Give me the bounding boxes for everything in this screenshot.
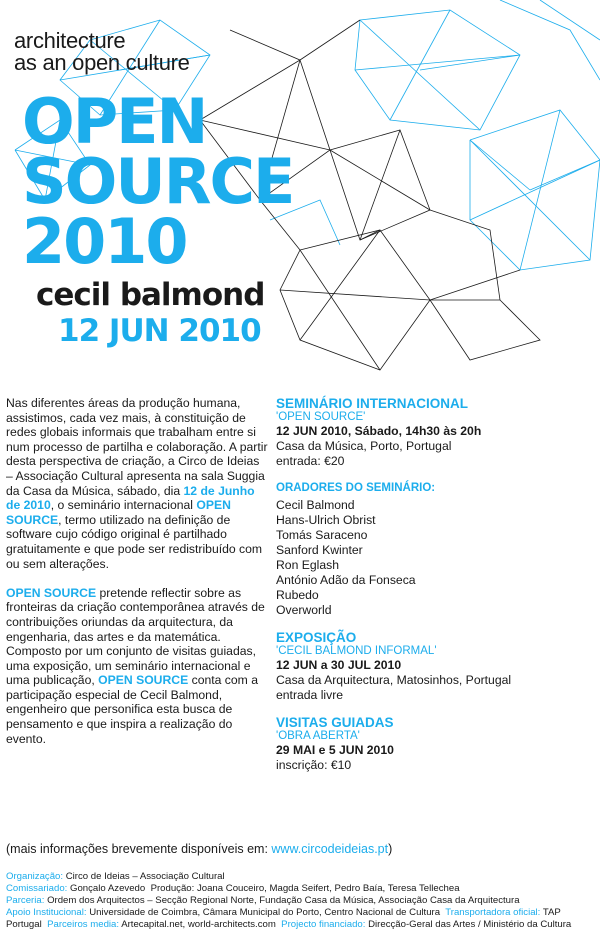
- website-link[interactable]: www.circodeideias.pt: [271, 842, 389, 856]
- credits-partnership: [6, 895, 598, 907]
- credit-value: Circo de Ideias – Associação Cultural: [65, 871, 225, 882]
- tours-section: [276, 715, 586, 773]
- credit-value: TAP Portugal: [6, 907, 561, 930]
- more-info-suffix: ): [388, 842, 393, 856]
- speaker-item: Rubedo: [276, 588, 319, 602]
- credit-label: Parceria:: [6, 895, 45, 906]
- open-source-highlight: OPEN SOURCE: [98, 673, 189, 688]
- speaker-item: Ron Eglash: [276, 558, 340, 572]
- intro-paragraph-1: [6, 396, 268, 571]
- seminar-section: [276, 396, 586, 469]
- subtitle-line-1: architecture: [14, 28, 126, 53]
- intro-text-segment: , termo utilizado na definição de software cujo código original é partilhado gratuitamente e que pode ser redistribuído com ou sem alterações.: [6, 512, 263, 571]
- credit-value: Joana Couceiro, Magda Seifert, Pedro Baía, Teresa Tellechea: [196, 883, 460, 894]
- speaker-item: Cecil Balmond: [276, 498, 355, 512]
- tours-fee: inscrição: €10: [276, 758, 352, 772]
- speaker-item: Tomás Saraceno: [276, 528, 368, 542]
- open-source-highlight: OPEN SOURCE: [6, 498, 231, 527]
- intro-date-highlight: 12 de Junho de 2010: [6, 483, 255, 513]
- exhibition-title: EXPOSIÇÃO: [276, 630, 357, 645]
- speakers-section: [276, 481, 586, 618]
- event-headline: [22, 85, 294, 278]
- speaker-item: António Adão da Fonseca: [276, 573, 416, 587]
- intro-text: [6, 396, 268, 761]
- tours-when: 29 MAI e 5 JUN 2010: [276, 743, 394, 757]
- exhibition-where: Casa da Arquitectura, Matosinhos, Portugal: [276, 673, 512, 687]
- headline-line-1: OPEN: [22, 85, 207, 158]
- speaker-item: Sanford Kwinter: [276, 543, 363, 557]
- event-date: 12 JUN 2010: [58, 313, 261, 349]
- seminar-title: SEMINÁRIO INTERNACIONAL: [276, 396, 468, 411]
- credit-value: Artecapital.net, world-architects.com: [121, 919, 276, 930]
- credit-label: Projecto financiado:: [281, 919, 366, 930]
- intro-paragraph-2: [6, 586, 268, 747]
- speakers-title: ORADORES DO SEMINÁRIO:: [276, 482, 436, 494]
- headline-line-2: SOURCE: [22, 145, 294, 218]
- speaker-item: Hans-Ulrich Obrist: [276, 513, 376, 527]
- intro-text-segment: conta com a participação especial de Cecil Balmond, engenheiro que personifica esta busca de pensamento e que inspira a realização do evento.: [6, 673, 258, 746]
- credit-label: Produção:: [150, 883, 195, 894]
- speaker-name: cecil balmond: [36, 277, 265, 313]
- credit-value: Direcção-Geral das Artes / Ministério da Cultura: [368, 919, 572, 930]
- seminar-subtitle: 'OPEN SOURCE': [276, 411, 366, 423]
- credits-block: [6, 871, 598, 931]
- exhibition-section: [276, 630, 586, 703]
- speaker-item: Overworld: [276, 603, 332, 617]
- exhibition-subtitle: 'CECIL BALMOND INFORMAL': [276, 645, 437, 657]
- event-subtitle: [14, 30, 190, 74]
- credits-support: [6, 907, 598, 931]
- credit-label: Comissariado:: [6, 883, 68, 894]
- seminar-where: Casa da Música, Porto, Portugal: [276, 439, 452, 453]
- credits-organization: [6, 871, 598, 883]
- seminar-when: 12 JUN 2010, Sábado, 14h30 às 20h: [276, 424, 482, 438]
- more-info-line: [6, 842, 392, 856]
- credit-label: Organização:: [6, 871, 64, 882]
- exhibition-fee: entrada livre: [276, 688, 344, 702]
- intro-text-segment: , o seminário internacional: [50, 498, 197, 513]
- credit-value: Universidade de Coimbra, Câmara Municipal do Porto, Centro Nacional de Cultura: [89, 907, 441, 918]
- headline-line-3: 2010: [22, 205, 187, 278]
- exhibition-when: 12 JUN a 30 JUL 2010: [276, 658, 402, 672]
- tours-title: VISITAS GUIADAS: [276, 715, 394, 730]
- credit-value: Ordem dos Arquitectos – Secção Regional Norte, Fundação Casa da Música, Associação Casa da Arquitectura: [47, 895, 520, 906]
- intro-text-segment: Nas diferentes áreas da produção humana, assistimos, cada vez mais, à constituição de redes globais informais que trabalham entre si num processo de partilha e colaboração. A partir desta perspectiva de criação, a Circo de Ideias – Associação Cultural apresenta na sala Suggia da Casa da Música, sábado, dia: [6, 396, 268, 498]
- more-info-prefix: (mais informações brevemente disponíveis em:: [6, 842, 272, 856]
- credit-value: Gonçalo Azevedo: [70, 883, 146, 894]
- seminar-fee: entrada: €20: [276, 454, 345, 468]
- intro-text-segment: pretende reflectir sobre as fronteiras da criação contemporânea através de contribuições oriundas da arquitectura, da engenharia, das artes e da matemática. Composto por um conjunto de visitas guiadas, uma exposição, um seminário internacional e uma publicação,: [6, 585, 265, 688]
- open-source-highlight: OPEN SOURCE: [6, 585, 97, 600]
- credit-label: Transportadora oficial:: [445, 907, 541, 918]
- credit-label: Apoio Institucional:: [6, 907, 87, 918]
- credits-curation: [6, 883, 598, 895]
- tours-subtitle: 'OBRA ABERTA': [276, 730, 360, 742]
- subtitle-line-2: as an open culture: [14, 50, 190, 75]
- credit-label: Parceiros media:: [47, 919, 120, 930]
- program-column: [276, 396, 586, 785]
